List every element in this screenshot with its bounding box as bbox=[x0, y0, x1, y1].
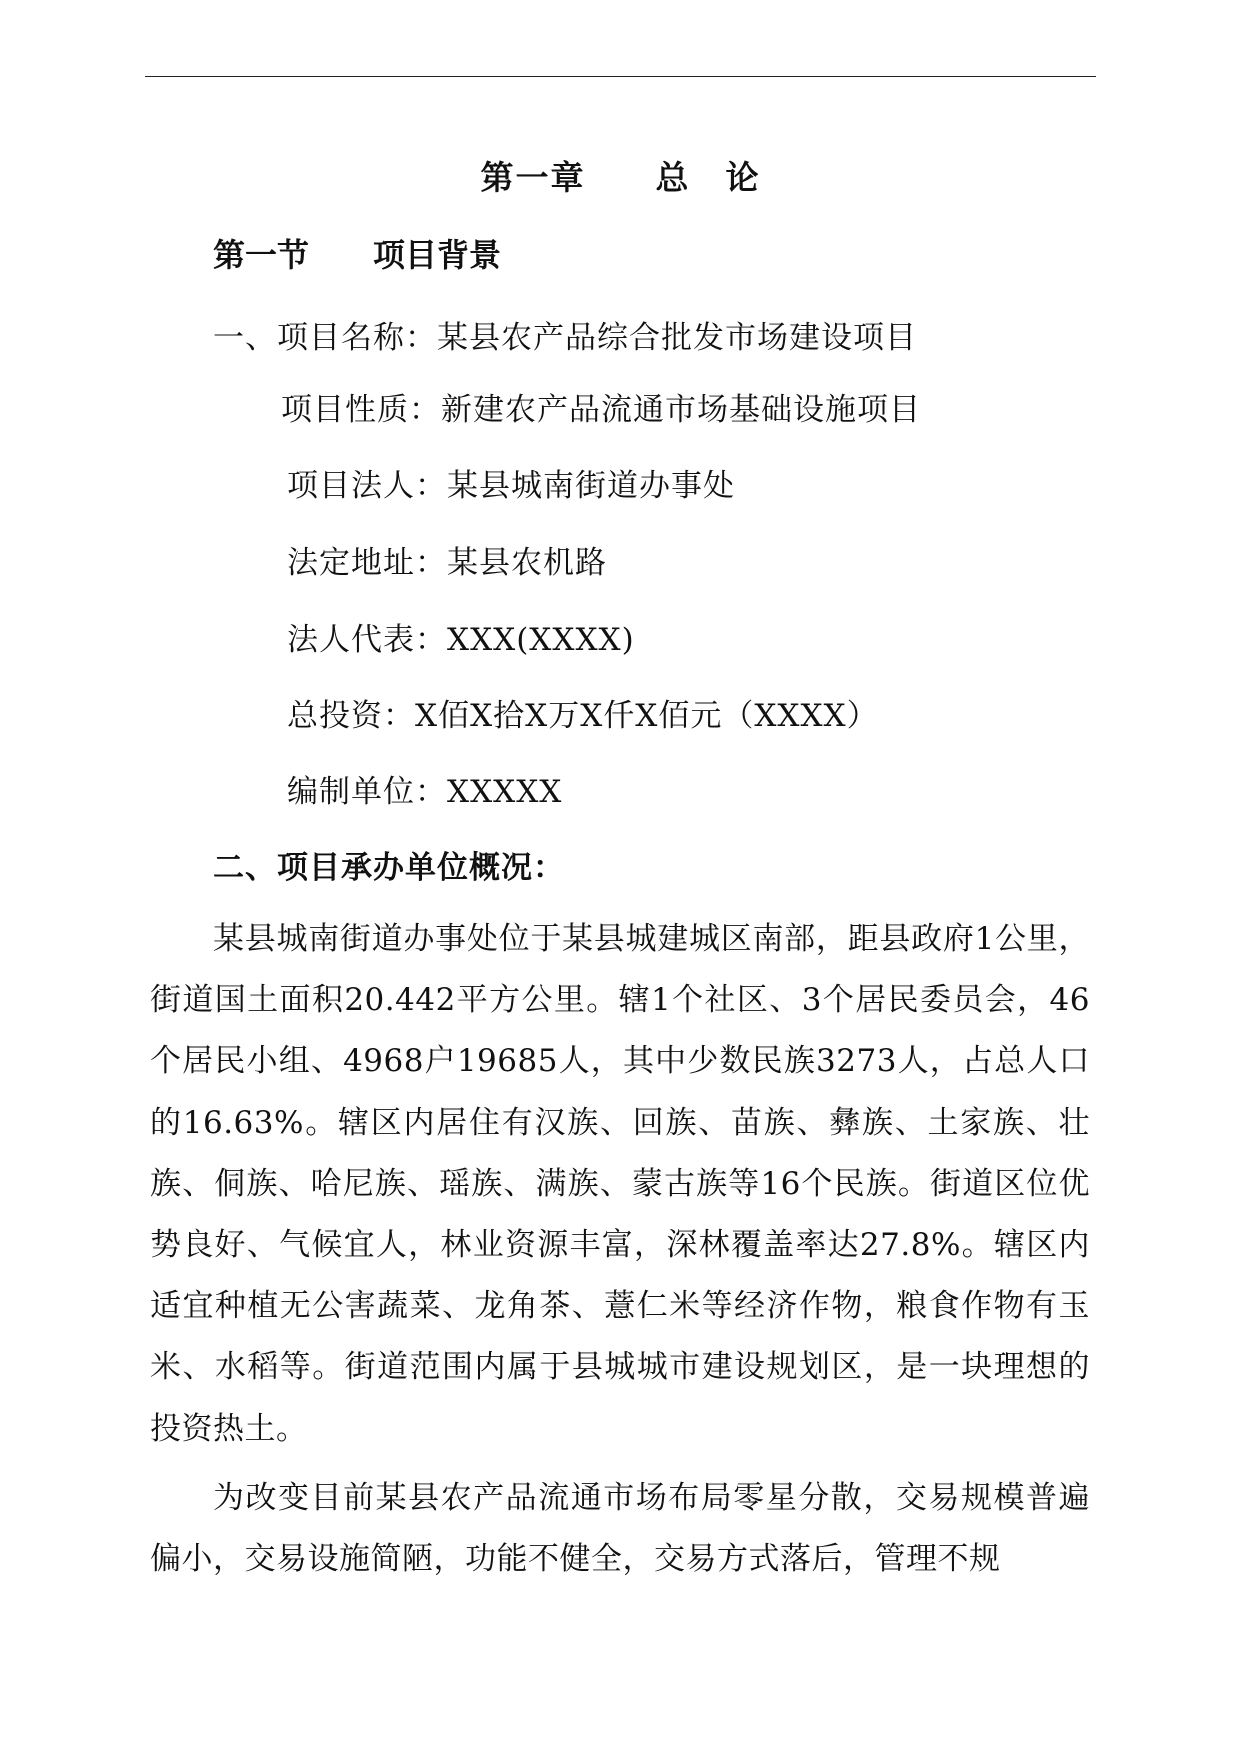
project-investment: 总投资：X佰X拾X万X仟X佰元（XXXX） bbox=[287, 698, 879, 734]
subsection-title: 二、项目承办单位概况： bbox=[213, 850, 565, 886]
project-address: 法定地址：某县农机路 bbox=[287, 545, 607, 581]
project-legal-person: 项目法人：某县城南街道办事处 bbox=[287, 468, 735, 504]
project-compiler: 编制单位：XXXXX bbox=[287, 774, 563, 810]
project-name: 一、项目名称：某县农产品综合批发市场建设项目 bbox=[213, 320, 917, 356]
project-representative: 法人代表：XXX(XXXX) bbox=[287, 622, 635, 658]
header-rule bbox=[145, 76, 1096, 77]
body-paragraph-2: 为改变目前某县农产品流通市场布局零星分散，交易规模普遍偏小，交易设施简陋，功能不健全，交易方式落后，管理不规 bbox=[150, 1480, 1090, 1578]
body-paragraph-1: 某县城南街道办事处位于某县城建城区南部，距县政府1公里，街道国土面积20.442平方公里。辖1个社区、3个居民委员会，46个居民小组、4968户19685人，其中少数民族3273人，占总人口的16.63%。辖区内居住有汉族、回族、苗族、彝族、土家族、壮族、侗族、哈尼族、瑶族、满族、蒙古族等16个民族。街道区位优势良好、气候宜人，林业资源丰富，深林覆盖率达27.8%。辖区内适宜种植无公害蔬菜、龙角茶、薏仁米等经济作物，粮食作物有玉米、水稻等。街道范围内属于县城城市建设规划区，是一块理想的投资热土。 bbox=[150, 921, 1090, 1447]
chapter-title: 第一章 总 论 bbox=[480, 158, 761, 197]
project-nature: 项目性质：新建农产品流通市场基础设施项目 bbox=[281, 392, 921, 428]
section-title: 第一节 项目背景 bbox=[213, 236, 502, 274]
